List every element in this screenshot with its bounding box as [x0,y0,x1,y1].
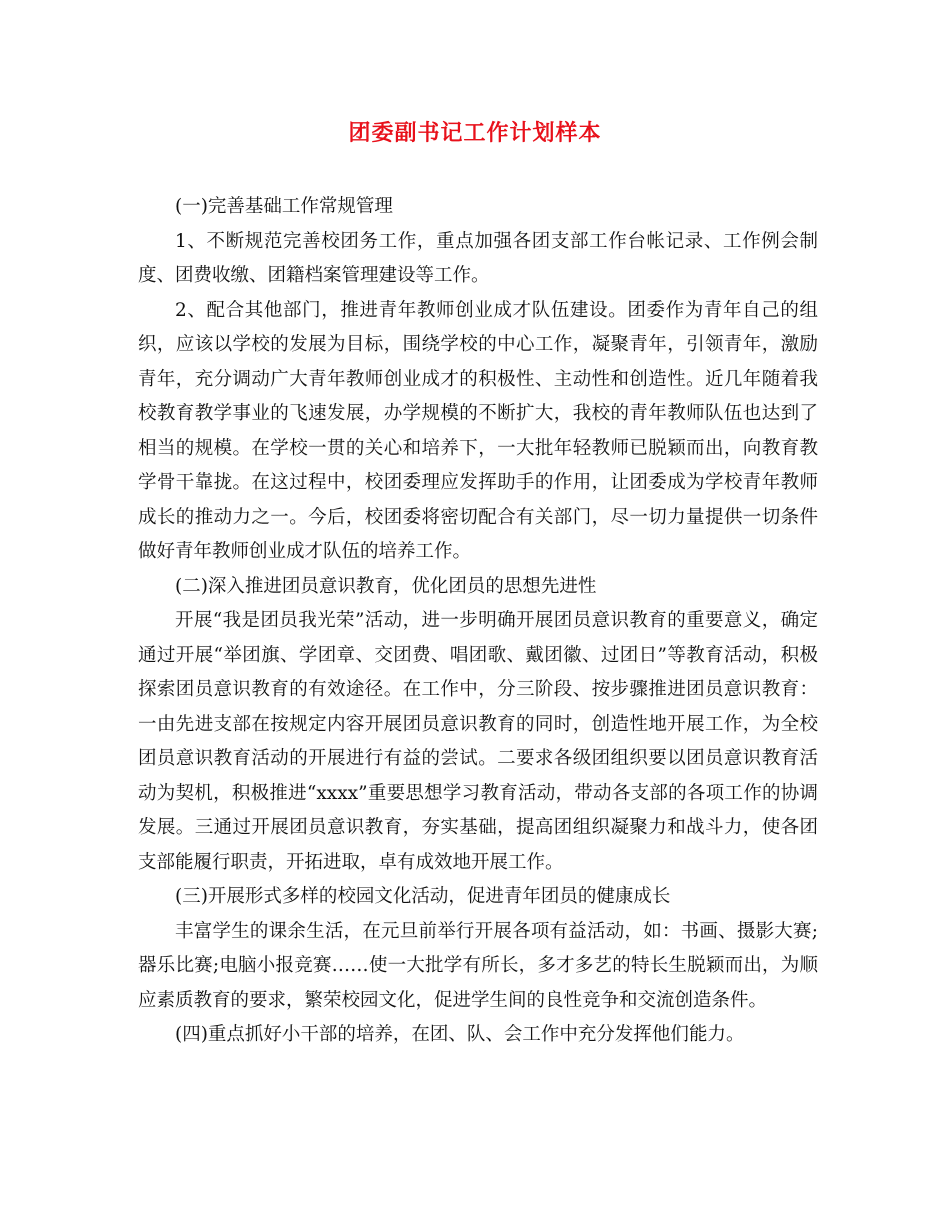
section-heading-1: (一)完善基础工作常规管理 [175,196,393,217]
paragraph-item-1: 1、不断规范完善校团务工作，重点加强各团支部工作台帐记录、工作例会制度、团费收缴、团籍档案管理建设等工作。 [138,230,818,286]
paragraph-section-3: 丰富学生的课余生活，在元旦前举行开展各项有益活动，如：书画、摄影大赛;器乐比赛;电脑小报竞赛……使一大批学有所长，多才多艺的特长生脱颖而出，为顺应素质教育的要求，繁荣校园文化，促进学生间的良性竞争和交流创造条件。 [138,920,818,1011]
section-heading-2: (二)深入推进团员意识教育，优化团员的思想先进性 [175,575,597,597]
document-body [138,190,818,1053]
document-title: 团委副书记工作计划样本 [348,121,602,146]
section-heading-4: (四)重点抓好小干部的培养，在团、队、会工作中充分发挥他们能力。 [175,1024,745,1045]
section-heading-3: (三)开展形式多样的校园文化活动，促进青年团员的健康成长 [175,886,671,907]
paragraph-item-2: 2、配合其他部门，推进青年教师创业成才队伍建设。团委作为青年自己的组织，应该以学校的发展为目标，围绕学校的中心工作，凝聚青年，引领青年，激励青年，充分调动广大青年教师创业成才的积极性、主动性和创造性。近几年随着我校教育教学事业的飞速发展，办学规模的不断扩大，我校的青年教师队伍也达到了相当的规模。在学校一贯的关心和培养下，一大批年轻教师已脱颖而出，向教育教学骨干靠拢。在这过程中，校团委理应发挥助手的作用，让团委成为学校青年教师成长的推动力之一。今后，校团委将密切配合有关部门，尽一切力量提供一切条件做好青年教师创业成才队伍的培养工作。 [138,299,818,562]
paragraph-section-2: 开展“我是团员我光荣”活动，进一步明确开展团员意识教育的重要意义，确定通过开展“举团旗、学团章、交团费、唱团歌、戴团徽、过团日”等教育活动，积极探索团员意识教育的有效途径。在工作中，分三阶段、按步骤推进团员意识教育：一由先进支部在按规定内容开展团员意识教育的同时，创造性地开展工作，为全校团员意识教育活动的开展进行有益的尝试。二要求各级团组织要以团员意识教育活动为契机，积极推进“xxxx”重要思想学习教育活动，带动各支部的各项工作的协调发展。三通过开展团员意识教育，夯实基础，提高团组织凝聚力和战斗力，使各团支部能履行职责，开拓进取，卓有成效地开展工作。 [138,610,818,873]
